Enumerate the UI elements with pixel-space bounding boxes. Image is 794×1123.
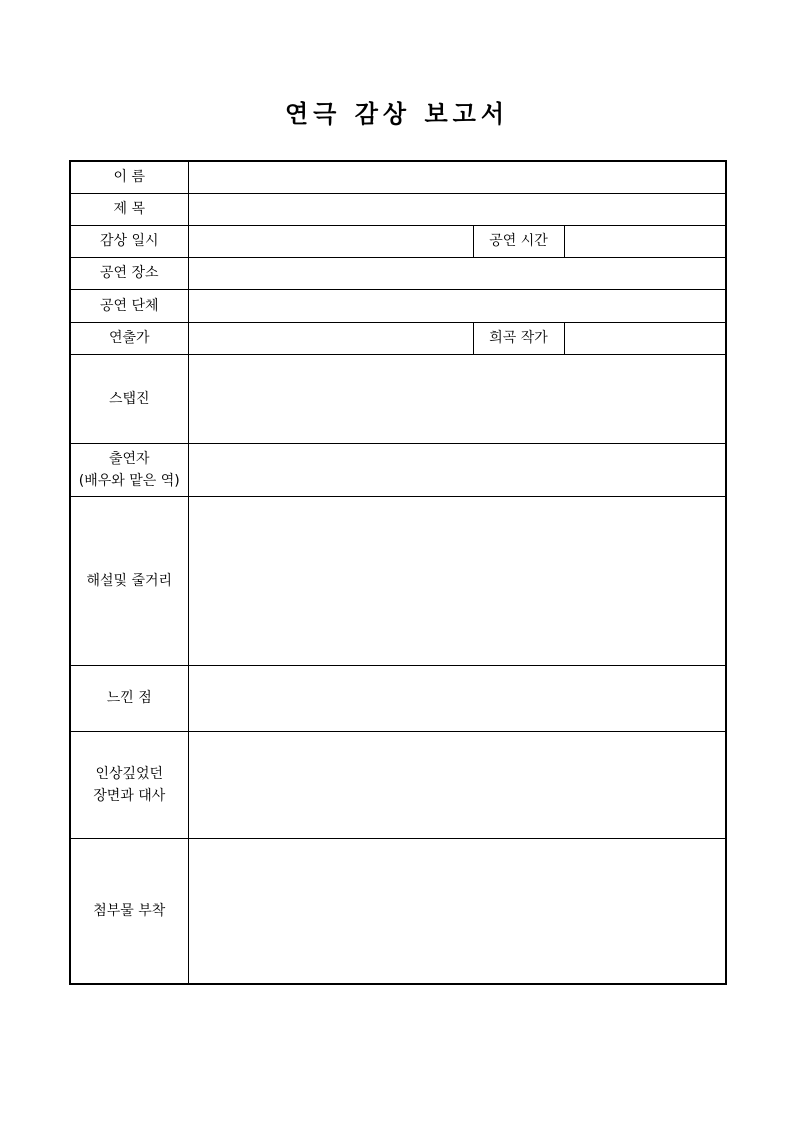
venue-label: 공연 장소 bbox=[70, 257, 188, 289]
row-venue bbox=[70, 257, 726, 289]
row-troupe bbox=[70, 289, 726, 322]
row-title bbox=[70, 193, 726, 225]
performance-time-field[interactable] bbox=[564, 225, 726, 257]
row-attachments bbox=[70, 838, 726, 984]
cast-label-line1: 출연자 bbox=[108, 450, 150, 467]
row-name bbox=[70, 161, 726, 193]
attachments-field[interactable] bbox=[188, 838, 726, 984]
row-impressions bbox=[70, 665, 726, 731]
synopsis-field[interactable] bbox=[188, 496, 726, 665]
memorable-field[interactable] bbox=[188, 731, 726, 838]
attachments-label: 첨부물 부착 bbox=[70, 838, 188, 984]
row-memorable-scenes bbox=[70, 731, 726, 838]
staff-field[interactable] bbox=[188, 354, 726, 443]
impressions-label: 느낀 점 bbox=[70, 665, 188, 731]
impressions-field[interactable] bbox=[188, 665, 726, 731]
row-director-playwright bbox=[70, 322, 726, 354]
synopsis-label: 해설및 줄거리 bbox=[70, 496, 188, 665]
name-label: 이 름 bbox=[70, 161, 188, 193]
row-staff bbox=[70, 354, 726, 443]
row-date-time bbox=[70, 225, 726, 257]
memorable-label-line2: 장면과 대사 bbox=[93, 787, 166, 804]
troupe-field[interactable] bbox=[188, 289, 726, 322]
director-label: 연출가 bbox=[70, 322, 188, 354]
name-field[interactable] bbox=[188, 161, 726, 193]
play-title-label: 제 목 bbox=[70, 193, 188, 225]
viewing-date-field[interactable] bbox=[188, 225, 473, 257]
staff-label: 스탭진 bbox=[70, 354, 188, 443]
memorable-label bbox=[70, 731, 188, 838]
report-form-table bbox=[69, 160, 727, 985]
director-field[interactable] bbox=[188, 322, 473, 354]
viewing-date-label: 감상 일시 bbox=[70, 225, 188, 257]
cast-field[interactable] bbox=[188, 443, 726, 496]
row-cast bbox=[70, 443, 726, 496]
play-title-field[interactable] bbox=[188, 193, 726, 225]
venue-field[interactable] bbox=[188, 257, 726, 289]
playwright-label: 희곡 작가 bbox=[473, 322, 564, 354]
cast-label bbox=[70, 443, 188, 496]
troupe-label: 공연 단체 bbox=[70, 289, 188, 322]
memorable-label-line1: 인상깊었던 bbox=[95, 765, 164, 782]
cast-label-line2: (배우와 맡은 역) bbox=[78, 472, 180, 489]
page-title: 연극 감상 보고서 bbox=[285, 99, 509, 128]
playwright-field[interactable] bbox=[564, 322, 726, 354]
performance-time-label: 공연 시간 bbox=[473, 225, 564, 257]
row-synopsis bbox=[70, 496, 726, 665]
